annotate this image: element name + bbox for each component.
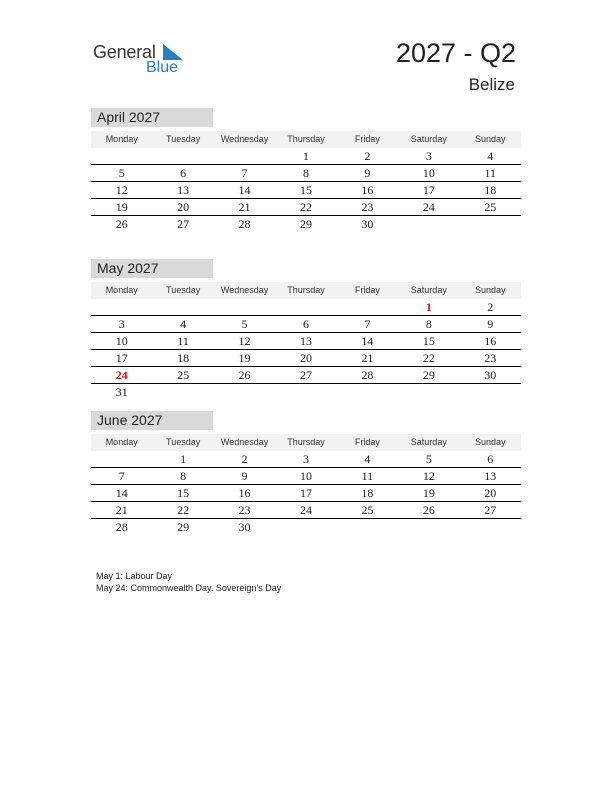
weekday-header: Wednesday	[220, 285, 269, 295]
day-cell: 2	[241, 452, 248, 466]
day-cell: 21	[115, 503, 128, 517]
day-cell: 17	[422, 183, 435, 197]
day-cell: 12	[422, 469, 435, 483]
day-cell: 27	[177, 217, 190, 231]
month-label: May 2027	[91, 259, 213, 278]
week-row	[91, 182, 521, 199]
empty-day-cell	[337, 384, 398, 401]
empty-day-cell	[152, 299, 213, 315]
weekday-header: Tuesday	[166, 285, 201, 295]
day-cell: 18	[177, 351, 190, 365]
week-row	[91, 316, 521, 333]
day-cell: 22	[422, 351, 435, 365]
day-cell: 4	[180, 317, 187, 331]
weekday-header: Saturday	[410, 437, 447, 447]
week-row	[91, 216, 521, 233]
day-cell: 9	[364, 166, 371, 180]
weekday-header: Thursday	[287, 285, 325, 295]
day-cell: 10	[422, 166, 435, 180]
empty-day-cell	[398, 216, 459, 233]
day-cell: 14	[361, 334, 374, 348]
day-cell: 1	[180, 452, 187, 466]
weekday-header-row	[91, 282, 521, 299]
week-row	[91, 451, 521, 468]
day-cell: 29	[299, 217, 312, 231]
day-cell: 4	[364, 452, 371, 466]
weekday-header: Tuesday	[166, 437, 201, 447]
month-block	[91, 411, 521, 536]
day-cell: 1	[302, 149, 309, 163]
day-cell: 25	[177, 368, 190, 382]
day-cell: 30	[484, 368, 497, 382]
day-cell: 28	[238, 217, 251, 231]
weekday-header: Saturday	[410, 285, 447, 295]
day-cell: 21	[361, 351, 374, 365]
day-cell: 12	[115, 183, 128, 197]
day-cell: 28	[115, 520, 128, 534]
day-cell: 25	[361, 503, 374, 517]
day-cell: 11	[177, 334, 189, 348]
day-cell: 7	[364, 317, 371, 331]
weekday-header: Sunday	[474, 285, 506, 295]
logo-text-blue: Blue	[146, 59, 179, 76]
day-cell: 8	[425, 317, 432, 331]
day-cell: 26	[422, 503, 435, 517]
empty-day-cell	[337, 299, 398, 315]
weekday-header: Sunday	[474, 134, 506, 144]
day-cell: 3	[425, 149, 432, 163]
week-row	[91, 350, 521, 367]
day-cell: 29	[177, 520, 190, 534]
day-cell: 5	[118, 166, 125, 180]
empty-day-cell	[398, 519, 459, 536]
holiday-note: May 24: Commonwealth Day, Sovereign’s Day	[96, 583, 282, 593]
empty-day-cell	[275, 519, 336, 536]
empty-day-cell	[91, 148, 152, 164]
month-label: April 2027	[91, 108, 213, 127]
day-cell: 23	[238, 503, 251, 517]
day-cell: 15	[299, 183, 312, 197]
day-cell: 22	[299, 200, 312, 214]
day-cell: 6	[302, 317, 309, 331]
month-block	[91, 259, 521, 401]
empty-day-cell	[337, 519, 398, 536]
day-cell: 8	[180, 469, 187, 483]
day-cell: 20	[177, 200, 190, 214]
empty-day-cell	[275, 384, 336, 401]
day-cell: 3	[118, 317, 125, 331]
day-cell: 19	[115, 200, 128, 214]
empty-day-cell	[91, 451, 152, 467]
month-label: June 2027	[91, 411, 213, 430]
day-cell: 6	[487, 452, 494, 466]
day-cell: 17	[115, 351, 128, 365]
empty-day-cell	[460, 519, 521, 536]
empty-day-cell	[152, 148, 213, 164]
day-cell: 27	[484, 503, 497, 517]
generalblue-logo	[93, 40, 193, 80]
week-row	[91, 519, 521, 536]
week-row	[91, 384, 521, 401]
day-cell: 30	[361, 217, 374, 231]
week-row	[91, 502, 521, 519]
empty-day-cell	[152, 384, 213, 401]
day-cell: 16	[484, 334, 497, 348]
weekday-header: Friday	[354, 285, 380, 295]
empty-day-cell	[460, 216, 521, 233]
week-row	[91, 199, 521, 216]
weekday-header: Wednesday	[220, 134, 269, 144]
weekday-header: Monday	[105, 134, 138, 144]
week-row	[91, 367, 521, 384]
page-title: 2027 - Q2	[395, 38, 516, 68]
day-cell: 6	[180, 166, 187, 180]
empty-day-cell	[214, 148, 275, 164]
day-cell: 16	[361, 183, 374, 197]
day-cell: 28	[361, 368, 374, 382]
day-cell: 9	[241, 469, 248, 483]
week-row	[91, 299, 521, 316]
day-cell: 9	[487, 317, 494, 331]
empty-day-cell	[91, 299, 152, 315]
holiday-note: May 1: Labour Day	[96, 571, 173, 581]
day-cell: 4	[487, 149, 494, 163]
day-cell: 10	[299, 469, 312, 483]
weekday-header: Thursday	[287, 437, 325, 447]
empty-day-cell	[214, 299, 275, 315]
day-cell: 12	[238, 334, 251, 348]
day-cell: 20	[299, 351, 312, 365]
weekday-header: Sunday	[474, 437, 506, 447]
day-cell: 23	[484, 351, 497, 365]
day-cell: 21	[238, 200, 251, 214]
day-cell: 18	[361, 486, 374, 500]
weekday-header: Wednesday	[220, 437, 269, 447]
day-cell: 24	[115, 368, 128, 382]
logo-text-general: General	[93, 42, 156, 62]
day-cell: 11	[484, 166, 497, 180]
day-cell: 27	[299, 368, 312, 382]
day-cell: 15	[177, 486, 190, 500]
weekday-header: Monday	[105, 285, 138, 295]
day-cell: 1	[425, 300, 432, 314]
day-cell: 11	[361, 469, 374, 483]
week-row	[91, 468, 521, 485]
day-cell: 13	[484, 469, 497, 483]
day-cell: 20	[484, 486, 497, 500]
month-block	[91, 108, 521, 233]
day-cell: 23	[361, 200, 374, 214]
week-row	[91, 333, 521, 350]
day-cell: 22	[177, 503, 190, 517]
empty-day-cell	[214, 384, 275, 401]
empty-day-cell	[460, 384, 521, 401]
day-cell: 19	[238, 351, 251, 365]
day-cell: 2	[487, 300, 494, 314]
day-cell: 7	[118, 469, 125, 483]
weekday-header-row	[91, 131, 521, 148]
day-cell: 26	[115, 217, 128, 231]
day-cell: 29	[422, 368, 435, 382]
country-name: Belize	[468, 75, 515, 94]
day-cell: 14	[238, 183, 251, 197]
day-cell: 19	[422, 486, 435, 500]
day-cell: 26	[238, 368, 251, 382]
day-cell: 15	[422, 334, 435, 348]
weekday-header: Monday	[105, 437, 138, 447]
day-cell: 5	[241, 317, 248, 331]
holiday-notes	[96, 570, 281, 594]
day-cell: 13	[177, 183, 190, 197]
week-row	[91, 485, 521, 502]
day-cell: 13	[299, 334, 312, 348]
day-cell: 3	[302, 452, 309, 466]
day-cell: 30	[238, 520, 251, 534]
day-cell: 16	[238, 486, 251, 500]
day-cell: 24	[299, 503, 312, 517]
day-cell: 8	[302, 166, 309, 180]
day-cell: 10	[115, 334, 128, 348]
week-row	[91, 148, 521, 165]
day-cell: 17	[299, 486, 312, 500]
day-cell: 7	[241, 166, 248, 180]
day-cell: 25	[484, 200, 497, 214]
day-cell: 2	[364, 149, 371, 163]
day-cell: 14	[115, 486, 128, 500]
empty-day-cell	[398, 384, 459, 401]
day-cell: 31	[115, 385, 128, 399]
day-cell: 18	[484, 183, 497, 197]
weekday-header: Friday	[354, 437, 380, 447]
day-cell: 24	[422, 200, 435, 214]
weekday-header: Thursday	[287, 134, 325, 144]
weekday-header: Tuesday	[166, 134, 201, 144]
week-row	[91, 165, 521, 182]
weekday-header: Saturday	[410, 134, 447, 144]
weekday-header: Friday	[354, 134, 380, 144]
empty-day-cell	[275, 299, 336, 315]
day-cell: 5	[425, 452, 432, 466]
weekday-header-row	[91, 434, 521, 451]
